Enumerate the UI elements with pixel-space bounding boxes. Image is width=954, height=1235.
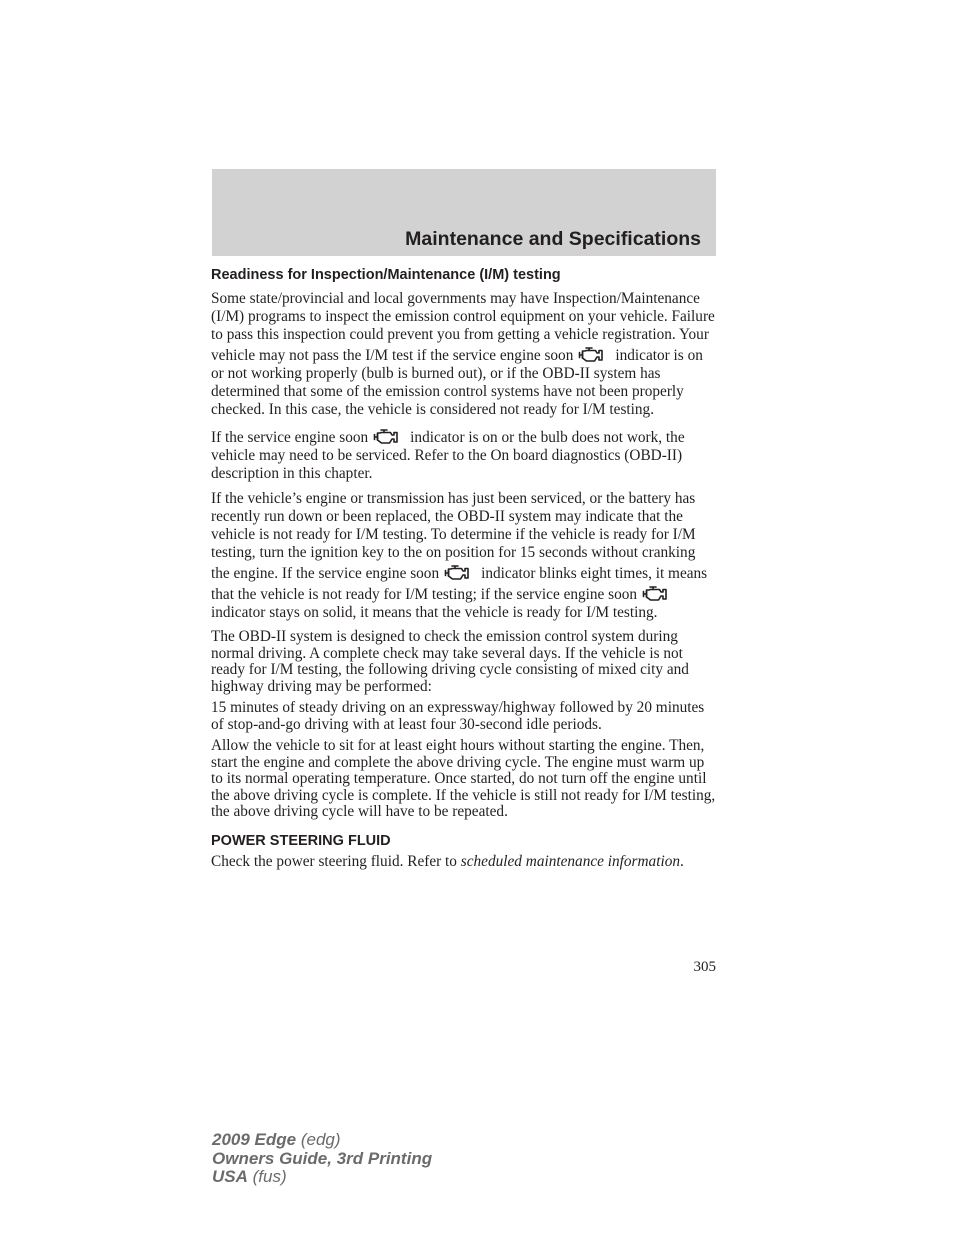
footer-line-market: USA (fus)	[212, 1167, 287, 1186]
scheduled-maintenance-reference: scheduled maintenance information	[460, 852, 680, 870]
footer-line-guide: Owners Guide, 3rd Printing	[212, 1148, 433, 1168]
footer-line-model: 2009 Edge (edg)	[212, 1130, 341, 1149]
header-band	[212, 169, 716, 256]
check-engine-icon	[372, 426, 400, 446]
paragraph-readiness-check: If the vehicle’s engine or transmission has just been serviced, or the battery has recently run down or been replaced, the OBD-II system may indicate that the vehicle is not ready for I/M testing. To determine if the vehicle is ready for I/M testing, turn the ignition key to the on position for 15 seconds without cranking the engine. If the service engine soon indicator blinks eight times, it means that the vehicle is not ready for I/M testing; if the service engine soon indicator stays on solid, it means that the vehicle is ready for I/M testing.	[211, 490, 708, 621]
footer	[212, 1131, 432, 1187]
paragraph-indicator-on: If the service engine soon indicator is on or the bulb does not work, the vehicle may need to be serviced. Refer to the On board diagnostics (OBD-II) description in this chapter.	[211, 426, 717, 483]
heading-power-steering: POWER STEERING FLUID	[211, 832, 391, 849]
paragraph-allow-vehicle: Allow the vehicle to sit for at least eight hours without starting the engine. Then, start the engine and complete the above driving cycle. The engine must warm up to its normal operating temperature. Once started, do not turn off the engine until the above driving cycle is complete. If the vehicle is still not ready for I/M testing, the above driving cycle will have to be repeated.	[211, 737, 716, 820]
section-title: Maintenance and Specifications	[405, 228, 701, 250]
check-engine-icon	[641, 583, 669, 603]
paragraph-obd-system: The OBD-II system is designed to check the emission control system during normal driving. A complete check may take several days. If the vehicle is not ready for I/M testing, the following driving cycle consisting of mixed city and highway driving may be performed:	[211, 628, 689, 695]
check-engine-icon	[577, 344, 605, 364]
paragraph-im-programs: Some state/provincial and local governments may have Inspection/Maintenance (I/M) programs to inspect the emission control equipment on your vehicle. Failure to pass this inspection could prevent you from getting a vehicle registration. Your vehicle may not pass the I/M test if the service engine soon indicator is on or not working properly (bulb is burned out), or if the OBD-II system has determined that some of the emission control systems have not been properly checked. In this case, the vehicle is considered not ready for I/M testing.	[211, 290, 715, 418]
paragraph-power-steering: Check the power steering fluid. Refer to scheduled maintenance information.	[211, 852, 684, 870]
page-content	[211, 267, 717, 870]
heading-im-testing: Readiness for Inspection/Maintenance (I/M) testing	[211, 267, 561, 283]
page-number: 305	[693, 959, 716, 975]
paragraph-driving-cycle: 15 minutes of steady driving on an expressway/highway followed by 20 minutes of stop-and-go driving with at least four 30-second idle periods.	[211, 699, 705, 733]
check-engine-icon	[443, 562, 471, 582]
